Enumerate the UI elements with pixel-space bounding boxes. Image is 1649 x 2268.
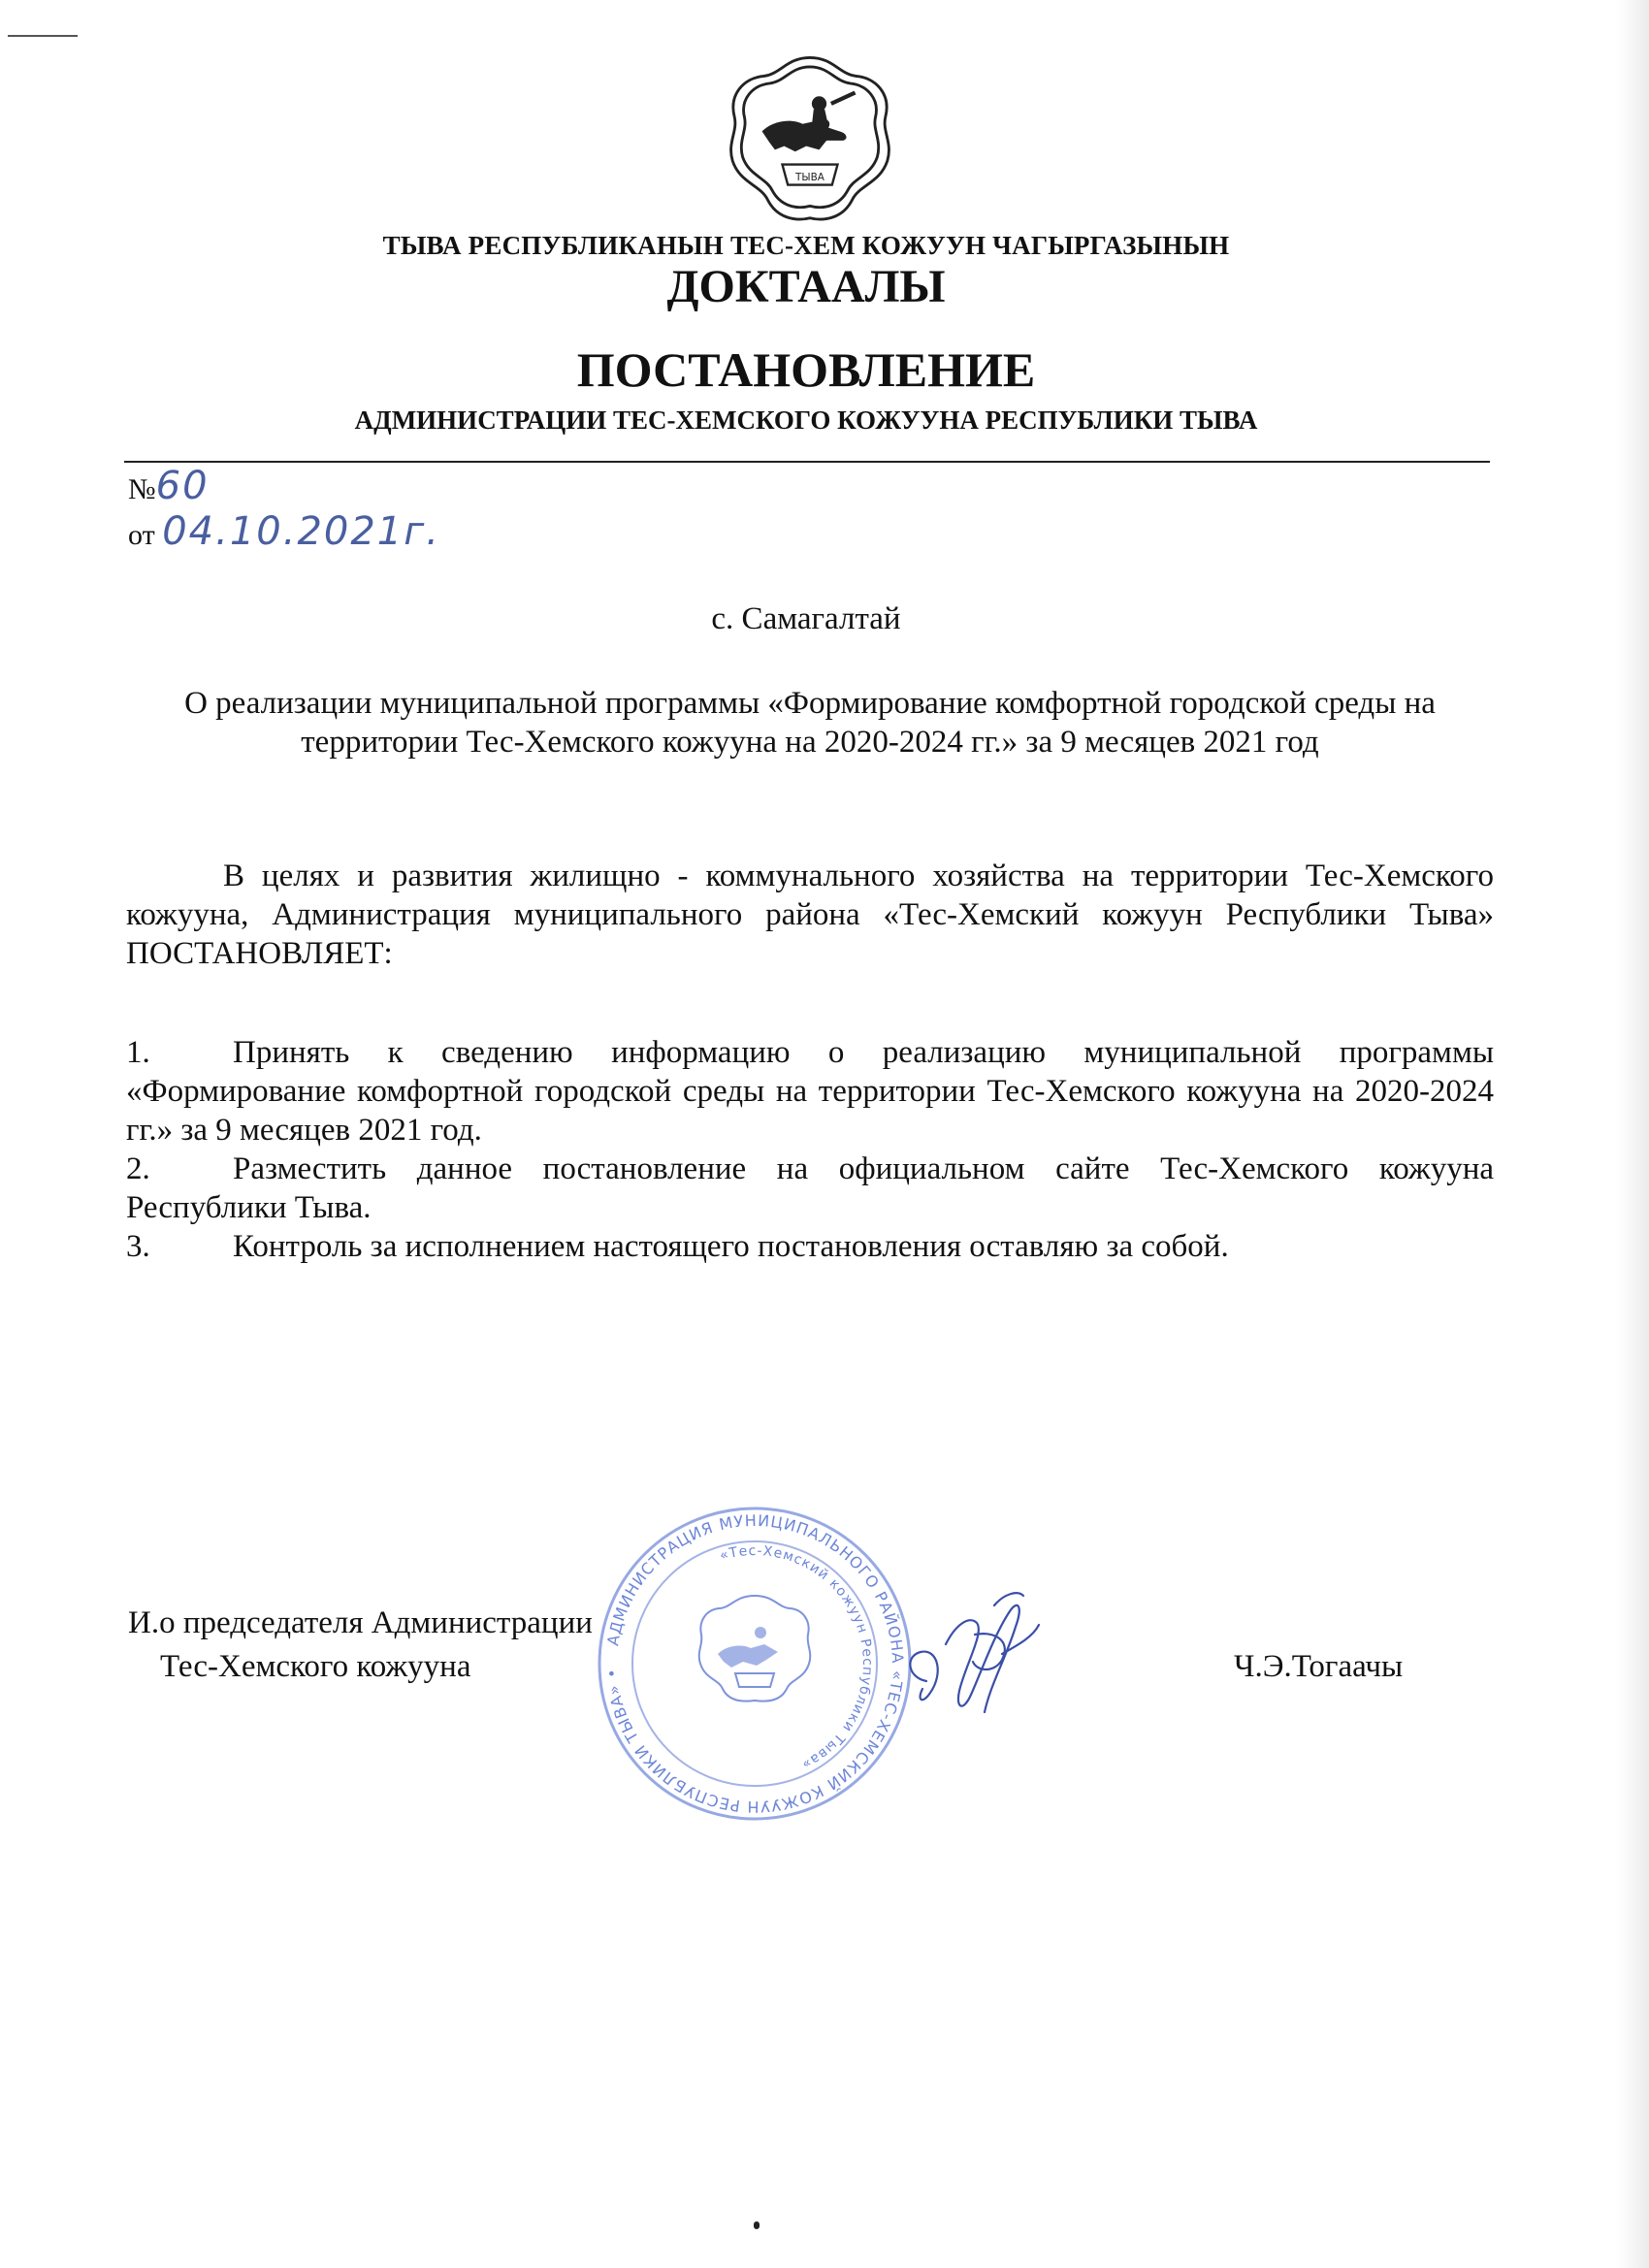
- document-date: [128, 509, 440, 554]
- org-heading: АДМИНИСТРАЦИИ ТЕС-ХЕМСКОГО КОЖУУНА РЕСПУБЛИКИ ТЫВА: [354, 405, 1258, 435]
- item-number: 1.: [126, 1035, 150, 1070]
- tuvan-org-heading: ТЫВА РЕСПУБЛИКАНЫН ТЕС-ХЕМ КОЖУУН ЧАГЫРГАЗЫНЫН: [382, 231, 1230, 260]
- list-item: [126, 1150, 1494, 1227]
- signatory-name: Ч.Э.Тогаачы: [1234, 1649, 1404, 1684]
- list-item: [126, 1227, 1494, 1266]
- resolution-items: [126, 1033, 1494, 1266]
- number-handwritten: 60: [155, 464, 210, 508]
- document-number: [128, 464, 210, 508]
- date-label: от: [128, 519, 155, 551]
- date-handwritten: 04.10.2021г.: [162, 509, 440, 554]
- official-seal-stamp: [590, 1499, 920, 1829]
- item-text: Разместить данное постановление на официальном сайте Тес-Хемского кожууна Республики Тыва.: [126, 1151, 1494, 1225]
- signatory-role-line2: Тес-Хемского кожууна: [160, 1649, 471, 1684]
- item-number: 2.: [126, 1151, 150, 1186]
- coat-of-arms-emblem: [718, 47, 902, 231]
- doc-type-heading: ПОСТАНОВЛЕНИЕ: [576, 342, 1036, 397]
- seal-inner-text: «Тес-Хемский кожуун Республики Тыва»: [718, 1542, 876, 1773]
- scan-speck: [754, 2221, 760, 2229]
- tuvan-doc-type-heading: ДОКТААЛЫ: [666, 261, 946, 312]
- item-number: 3.: [126, 1229, 150, 1264]
- handwritten-signature: [888, 1576, 1072, 1732]
- scan-edge-shadow: [1616, 0, 1649, 2268]
- emblem-caption: ТЫВА: [795, 171, 824, 183]
- scan-mark: [8, 35, 78, 37]
- item-text: Контроль за исполнением настоящего постановления оставляю за собой.: [233, 1229, 1229, 1264]
- document-title: О реализации муниципальной программы «Формирование комфортной городской среды на территории Тес-Хемского кожууна на 2020-2024 гг.» за 9 месяцев 2021 год: [184, 686, 1436, 760]
- list-item: [126, 1033, 1494, 1150]
- place-of-issue: с. Самагалтай: [711, 601, 901, 636]
- signatory-role-line1: И.о председателя Администрации: [128, 1605, 593, 1640]
- seal-outer-text: АДМИНИСТРАЦИЯ МУНИЦИПАЛЬНОГО РАЙОНА «ТЕС-ХЕМСКИЙ КОЖУУН РЕСПУБЛИКИ ТЫВА» •: [601, 1510, 908, 1817]
- number-label: №: [128, 473, 156, 505]
- item-text: Принять к сведению информацию о реализацию муниципальной программы «Формирование комфортной городской среды на территории Тес-Хемского кожууна на 2020-2024 гг.» за 9 месяцев 2021 год.: [126, 1035, 1494, 1148]
- preamble-paragraph: В целях и развития жилищно - коммунального хозяйства на территории Тес-Хемского кожууна, Администрация муниципального района «Тес-Хемский кожуун Республики Тыва» ПОСТАНОВЛЯЕТ:: [126, 859, 1494, 971]
- header-rule: [124, 461, 1490, 463]
